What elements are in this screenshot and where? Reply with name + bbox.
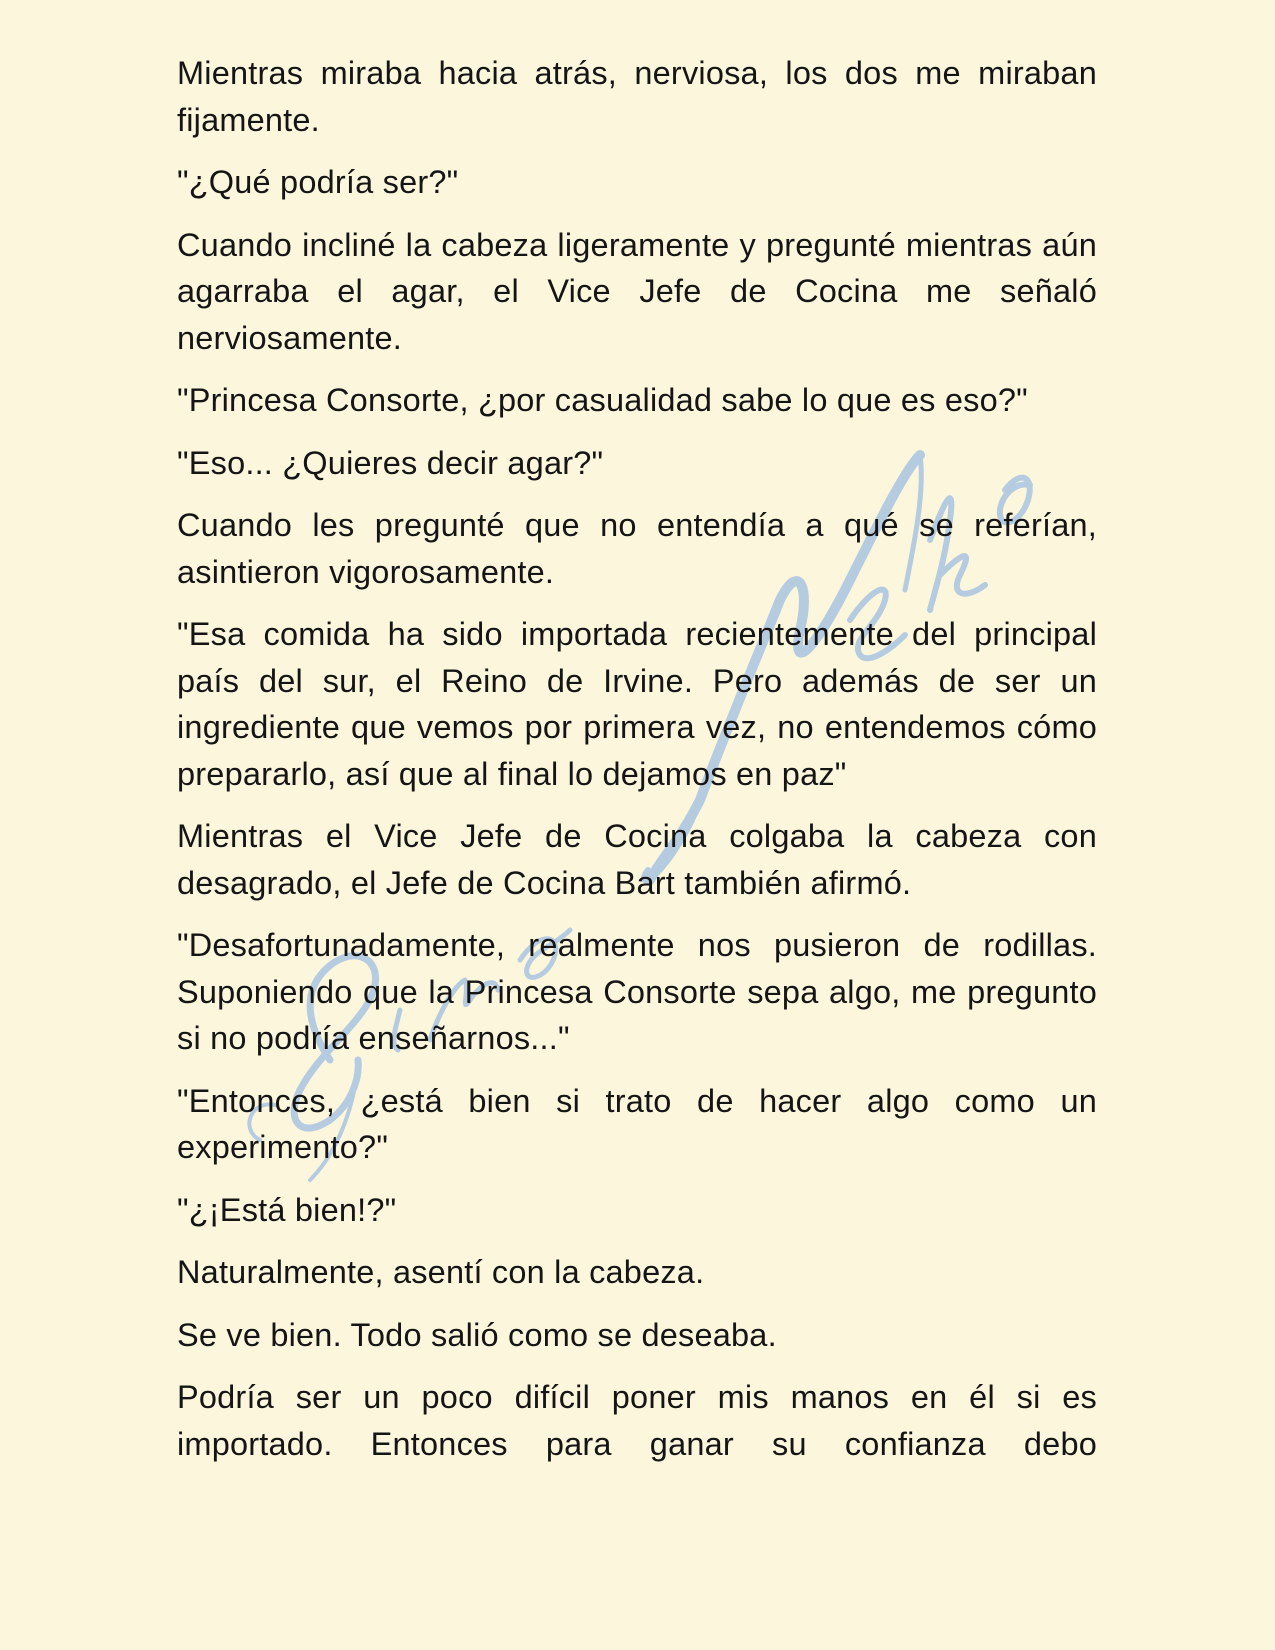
paragraph-2: "¿Qué podría ser?" (177, 164, 459, 200)
paragraph-9: "Desafortunadamente, realmente nos pusieron de rodillas. Suponiendo que la Princesa Consorte sepa algo, me pregunto si no podría enseñarnos..." (177, 927, 1097, 1056)
paragraph-8: Mientras el Vice Jefe de Cocina colgaba la cabeza con desagrado, el Jefe de Cocina Bart también afirmó. (177, 818, 1097, 901)
paragraph-1: Mientras miraba hacia atrás, nerviosa, los dos me miraban fijamente. (177, 55, 1097, 138)
paragraph-3: Cuando incliné la cabeza ligeramente y pregunté mientras aún agarraba el agar, el Vice Jefe de Cocina me señaló nerviosamente. (177, 226, 1097, 356)
paragraph-6: Cuando les pregunté que no entendía a qué se referían, asintieron vigorosamente. (177, 507, 1097, 590)
paragraph-10: "Entonces, ¿está bien si trato de hacer algo como un experimento?" (177, 1082, 1097, 1165)
paragraph-4: "Princesa Consorte, ¿por casualidad sabe lo que es eso?" (177, 382, 1028, 418)
paragraph-5: "Eso... ¿Quieres decir agar?" (177, 444, 604, 481)
paragraph-14: Podría ser un poco difícil poner mis manos en él si es importado. Entonces para ganar su confianza debo (177, 1379, 1097, 1462)
paragraph-11: "¿¡Está bien!?" (177, 1191, 397, 1228)
story-text (177, 50, 1097, 1467)
paragraph-13: Se ve bien. Todo salió como se deseaba. (177, 1316, 777, 1353)
paragraph-12: Naturalmente, asentí con la cabeza. (177, 1254, 705, 1290)
paragraph-7: "Esa comida ha sido importada recientemente del principal país del sur, el Reino de Irvine. Pero además de ser un ingrediente que vemos por primera vez, no entendemos cómo prepararlo, así que al final lo dejamos en paz" (177, 616, 1097, 792)
